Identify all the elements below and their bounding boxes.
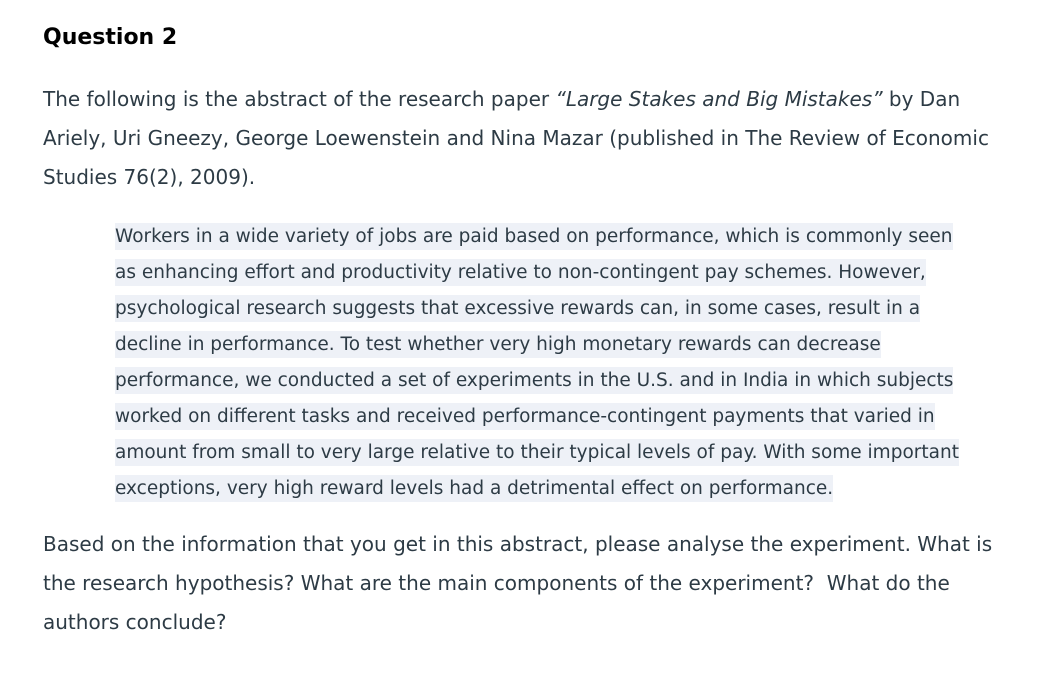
intro-text-after: by Dan Ariely, Uri Gneezy, George Loewenstein and Nina Mazar (published in The Review of Economic Studies 76(2), 2009). (43, 87, 989, 189)
abstract-text: Workers in a wide variety of jobs are paid based on performance, which is commonly seen as enhancing effort and productivity relative to non-contingent pay schemes. However, psychological research suggests that excessive rewards can, in some cases, result in a decline in performance. To test whether very high monetary rewards can decrease performance, we conducted a set of experiments in the U.S. and in India in which subjects worked on different tasks and received performance-contingent payments that varied in amount from small to very large relative to their typical levels of pay. With some important exceptions, very high reward levels had a detrimental effect on performance. (115, 223, 959, 502)
paper-title: “Large Stakes and Big Mistakes” (555, 87, 883, 111)
intro-paragraph (43, 80, 1023, 197)
closing-paragraph: Based on the information that you get in this abstract, please analyse the experiment. What is the research hypothesis? What are the main components of the experiment? What do the authors conclude? (43, 532, 993, 634)
abstract-blockquote (115, 219, 975, 507)
question-content (43, 22, 1023, 642)
question-title: Question 2 (43, 25, 178, 50)
intro-text-before: The following is the abstract of the research paper (43, 87, 556, 111)
